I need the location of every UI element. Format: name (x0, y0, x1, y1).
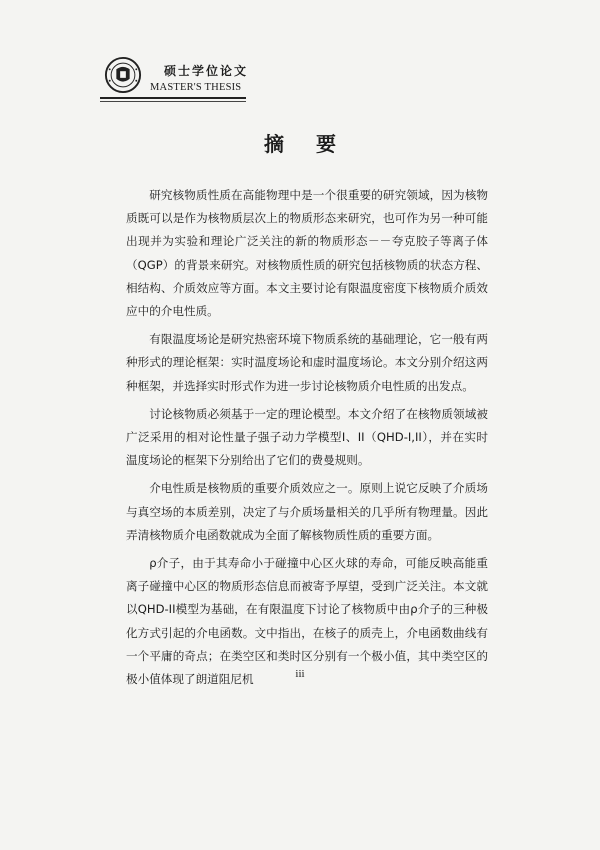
header-rule (100, 97, 246, 99)
university-seal-icon (104, 56, 142, 94)
header-rule-thin (100, 101, 246, 102)
abstract-paragraph-4: 介电性质是核物质的重要介质效应之一。原则上说它反映了介质场与真空场的本质差别，决定了与介质场量相关的几乎所有物理量。因此弄清核物质介电函数就成为全面了解核物质性质的重要方面。 (126, 481, 488, 542)
page-number: iii (295, 668, 305, 680)
abstract-paragraph-2: 有限温度场论是研究热密环境下物质系统的基础理论，它一般有两种形式的理论框架：实时温度场论和虚时温度场论。本文分别介绍这两种框架，并选择实时形式作为进一步讨论核物质介电性质的出发点。 (126, 332, 488, 393)
abstract-paragraph-3: 讨论核物质必须基于一定的理论模型。本文介绍了在核物质领域被广泛采用的相对论性量子强子动力学模型I、II（QHD-I,II），并在实时温度场论的框架下分别给出了它们的费曼规则。 (126, 406, 488, 468)
header-title-en: MASTER'S THESIS (150, 82, 242, 93)
abstract-body (126, 184, 488, 696)
abstract-paragraph-5: ρ介子，由于其寿命小于碰撞中心区火球的寿命，可能反映高能重离子碰撞中心区的物质形态信息而被寄予厚望，受到广泛关注。本文就以QHD-II模型为基础，在有限温度下讨论了核物质中由ρ介子的三种极化方式引起的介电函数。文中指出，在核子的质壳上，介电函数曲线有一个平庸的奇点；在类空区和类时区分别有一个极小值，其中类空区的极小值体现了朗道阻尼机 (126, 556, 488, 687)
abstract-paragraph-1: 研究核物质性质在高能物理中是一个很重要的研究领域，因为核物质既可以是作为核物质层次上的物质形态来研究，也可作为另一种可能出现并为实验和理论广泛关注的新的物质形态－－夸克胶子等离子体（QGP）的背景来研究。对核物质性质的研究包括核物质的状态方程、相结构、介质效应等方面。本文主要讨论有限温度密度下核物质介质效应中的介电性质。 (126, 188, 488, 319)
header-title-cn: 硕士学位论文 (164, 64, 249, 78)
abstract-heading: 摘要 (264, 132, 368, 156)
